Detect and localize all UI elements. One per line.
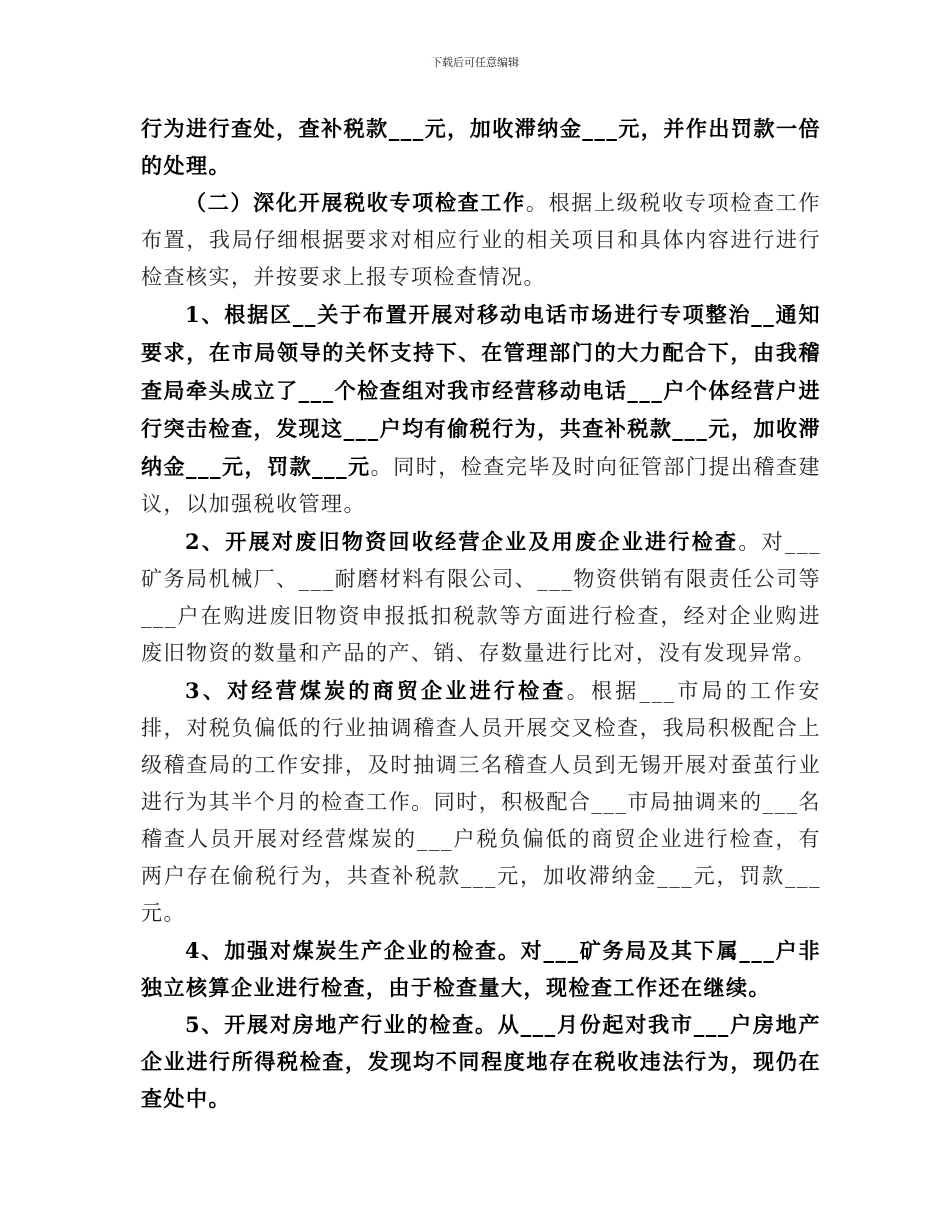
paragraph-item-1: [141, 296, 821, 523]
paragraph-0-body: 行为进行查处，查补税款___元，加收滞纳金___元，并作出罚款一倍的处理。: [141, 116, 821, 178]
paragraph-6-body: 5、开展对房地产行业的检查。从___月份起对我市___户房地产企业进行所得税检查，发现均不同程度地存在税收违法行为，现仍在查处中。: [141, 1012, 821, 1111]
document-body: [141, 110, 821, 1117]
paragraph-item-5: [141, 1006, 821, 1117]
paragraph-3-lead: 2、开展对废旧物资回收经营企业及用废企业进行检查: [185, 529, 739, 554]
paragraph-1-body: 。根据上级税收专项检查工作布置，我局仔细根据要求对相应行业的相关项目和具体内容进行进行检查核实，并按要求上报专项检查情况。: [141, 191, 822, 289]
paragraph-item-2: [141, 523, 821, 672]
paragraph-3-body: 。对___矿务局机械厂、___耐磨材料有限公司、___物资供销有限责任公司等___户在购进废旧物资申报抵扣税款等方面进行检查，经对企业购进废旧物资的数量和产品的产、销、存数量进行比对，没有发现异常。: [141, 530, 821, 665]
paragraph-2-lead: 1、根据区__关于布置开展对移动电话市场进行专项整治__通知要求，在市局领导的关怀支持下、在管理部门的大力配合下，由我稽查局牵头成立了___个检查组对我市经营移动电话___户个体经营户进行突击检查，发现这___户均有偷税行为，共查补税款___元，加收滞纳金___元，罚款___元: [141, 302, 821, 479]
paragraph-1-lead: （二）深化开展税收专项检查工作: [185, 190, 526, 215]
paragraph-continuation: [141, 110, 821, 184]
paragraph-4-body: 。根据___市局的工作安排，对税负偏低的行业抽调稽查人员开展交叉检查，我局积极配合上级稽查局的工作安排，及时抽调三名稽查人员到无锡开展对蚕茧行业进行为其半个月的检查工作。同时，积极配合___市局抽调来的___名稽查人员开展对经营煤炭的___户税负偏低的商贸企业进行检查，有两户存在偷税行为，共查补税款___元，加收滞纳金___元，罚款___元。: [141, 679, 821, 925]
paragraph-4-lead: 3、对经营煤炭的商贸企业进行检查: [185, 678, 567, 703]
page-header: 下载后可任意编辑: [431, 56, 519, 69]
paragraph-2-body: 。同时，检查完毕及时向征管部门提出稽查建议，以加强税收管理。: [141, 455, 822, 516]
paragraph-item-3: [141, 672, 821, 932]
paragraph-5-body: 4、加强对煤炭生产企业的检查。对___矿务局及其下属___户非独立核算企业进行检查，由于检查量大，现检查工作还在继续。: [141, 938, 821, 1000]
paragraph-section-2: [141, 184, 821, 296]
paragraph-item-4: [141, 932, 821, 1006]
